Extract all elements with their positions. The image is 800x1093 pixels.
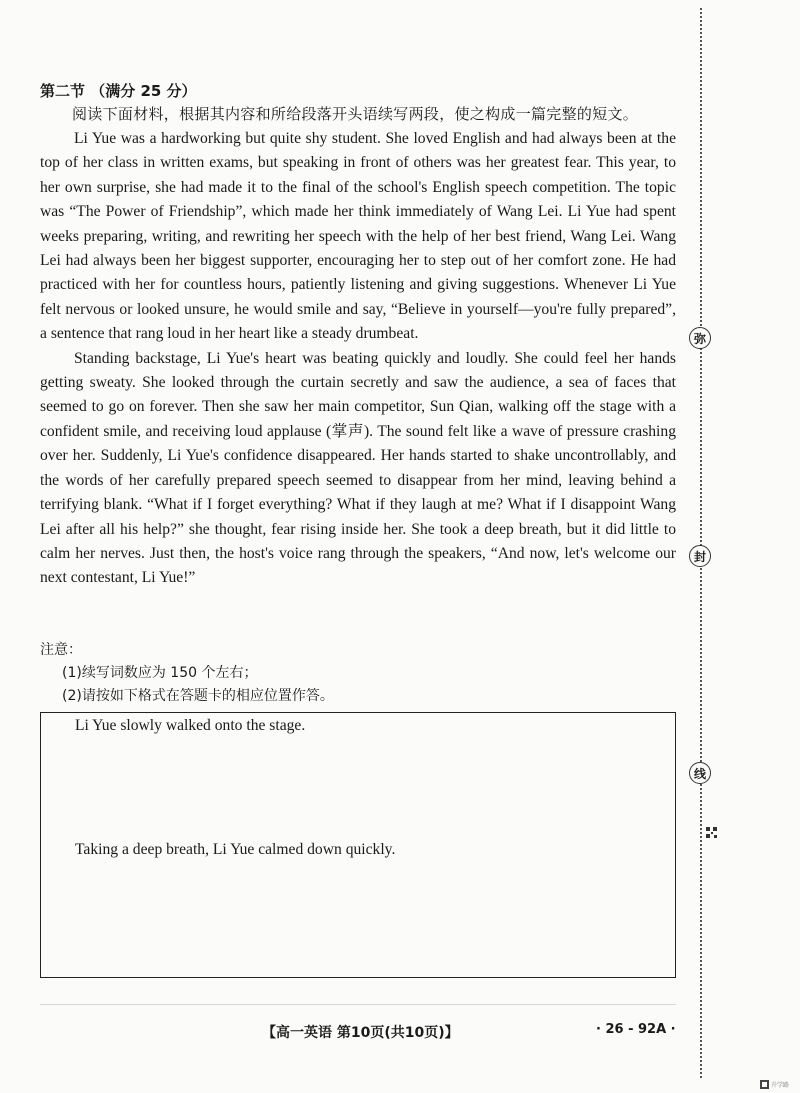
section-title: 第二节 （满分 25 分） xyxy=(40,82,197,100)
watermark-text: 升学路 xyxy=(771,1082,790,1089)
watermark-logo-icon xyxy=(760,1080,769,1089)
note-item-1: (1)续写词数应为 150 个左右； xyxy=(62,665,258,681)
passage-paragraph-1: Li Yue was a hardworking but quite shy student. She loved English and had always been at the top of her class in written exams, but speaking in front of others was her greatest fear. This year, to her own surprise, she had made it to the final of the school's English speech competition. The topic was “The Power of Friendship”, which made her think immediately of Wang Lei. Li Yue had spent weeks preparing, writing, and rewriting her speech with the help of her best friend, Wang Lei. Wang Lei had always been her biggest supporter, encouraging her to step out of her comfort zone. He had practiced with her for countless hours, patiently listening and giving suggestions. Whenever Li Yue felt nervous or looked unsure, he would smile and say, “Believe in yourself—you're fully prepared”, a sentence that rang loud in her heart like a steady drumbeat. xyxy=(40,130,676,343)
binding-mark-mi: 弥 xyxy=(689,327,711,349)
answer-box[interactable] xyxy=(40,712,676,978)
binding-mark-feng: 封 xyxy=(689,545,711,567)
paragraph-2-opening: Taking a deep breath, Li Yue calmed down quickly. xyxy=(75,841,396,858)
task-instruction: 阅读下面材料，根据其内容和所给段落开头语续写两段，使之构成一篇完整的短文。 xyxy=(72,105,639,123)
footer-divider xyxy=(40,1004,676,1005)
binding-dotted-line xyxy=(700,8,702,1078)
footer-page-info: 【高一英语 第10页(共10页)】 xyxy=(262,1025,459,1041)
passage-paragraph-2: Standing backstage, Li Yue's heart was beating quickly and loudly. She could feel her hands getting sweaty. She looked through the curtain secretly and saw the audience, a sea of faces that seemed to go on forever. Then she saw her main competitor, Sun Qian, walking off the stage with a confident smile, and receiving loud applause (掌声). The sound felt like a wave of pressure crashing over her. Suddenly, Li Yue's confidence disappeared. Her hands started to shake uncontrollably, and the words of her carefully prepared speech seemed to disappear from her mind, leaving behind a terrifying blank. “What if I forget everything? What if they laugh at me? What if I disappoint Wang Lei after all his help?” she thought, fear rising inside her. She took a deep breath, but it did little to calm her nerves. Just then, the host's voice rang through the speakers, “And now, let's welcome our next contestant, Li Yue!” xyxy=(40,349,676,587)
binding-mark-xian: 线 xyxy=(689,762,711,784)
reading-passage xyxy=(40,127,676,591)
paragraph-1-opening: Li Yue slowly walked onto the stage. xyxy=(75,717,306,734)
footer-exam-code: · 26 - 92A · xyxy=(596,1022,676,1037)
notes-block xyxy=(40,639,334,708)
qr-code-icon xyxy=(706,827,717,838)
notes-label: 注意： xyxy=(40,642,82,658)
note-item-2: (2)请按如下格式在答题卡的相应位置作答。 xyxy=(62,688,334,704)
